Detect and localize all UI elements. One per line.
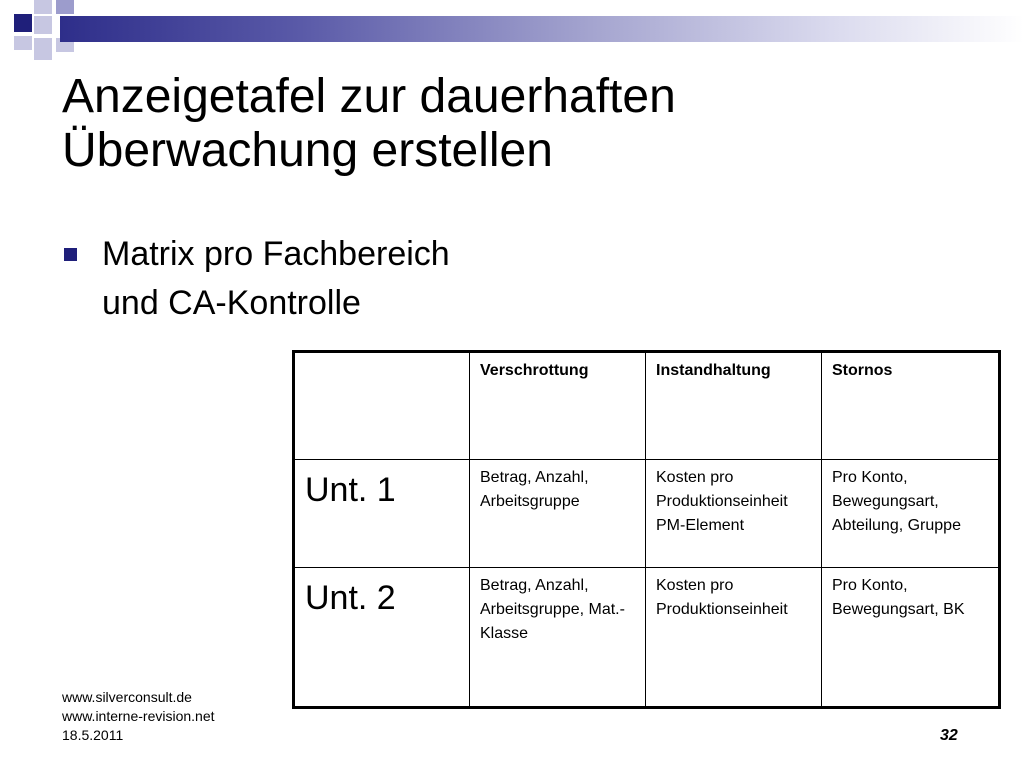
- deco-square-light-2: [34, 16, 52, 34]
- page-number: 32: [940, 727, 958, 744]
- table-cell: Pro Konto, Bewegungsart, Abteilung, Gruppe: [822, 460, 1000, 568]
- slide-title: [62, 70, 962, 178]
- table-cell: Kosten pro Produktionseinheit: [646, 568, 822, 708]
- footer-info: [62, 688, 215, 745]
- table-header-instandhaltung: Instandhaltung: [646, 352, 822, 460]
- table-row: [294, 568, 1000, 708]
- table-cell: Betrag, Anzahl, Arbeitsgruppe, Mat.-Klasse: [470, 568, 646, 708]
- table-header-row: [294, 352, 1000, 460]
- row-label: Unt. 2: [294, 568, 470, 708]
- footer-website-2: www.interne-revision.net: [62, 708, 215, 724]
- bullet-item-text: Matrix pro Fachbereich und CA-Kontrolle: [102, 235, 450, 322]
- square-bullet-icon: [64, 248, 77, 261]
- slide-title-line-1: Anzeigetafel zur dauerhaften: [62, 70, 676, 123]
- table-header-verschrottung: Verschrottung: [470, 352, 646, 460]
- table-row: [294, 460, 1000, 568]
- table-cell: Kosten pro Produktionseinheit PM-Element: [646, 460, 822, 568]
- table-cell: Pro Konto, Bewegungsart, BK: [822, 568, 1000, 708]
- deco-square-dark-1: [14, 14, 32, 32]
- row-label: Unt. 1: [294, 460, 470, 568]
- table-header-empty: [294, 352, 470, 460]
- table-header-stornos: Stornos: [822, 352, 1000, 460]
- footer-date: 18.5.2011: [62, 727, 124, 743]
- deco-square-light-4: [34, 38, 52, 60]
- deco-square-light-3: [14, 36, 32, 50]
- deco-square-mid-1: [56, 0, 74, 14]
- slide-title-line-2: Überwachung erstellen: [62, 124, 553, 177]
- table-cell: Betrag, Anzahl, Arbeitsgruppe: [470, 460, 646, 568]
- footer-website-1: www.silverconsult.de: [62, 689, 192, 705]
- header-gradient-bar: [60, 16, 1024, 42]
- control-matrix-table: [292, 350, 1001, 709]
- deco-square-light-1: [34, 0, 52, 14]
